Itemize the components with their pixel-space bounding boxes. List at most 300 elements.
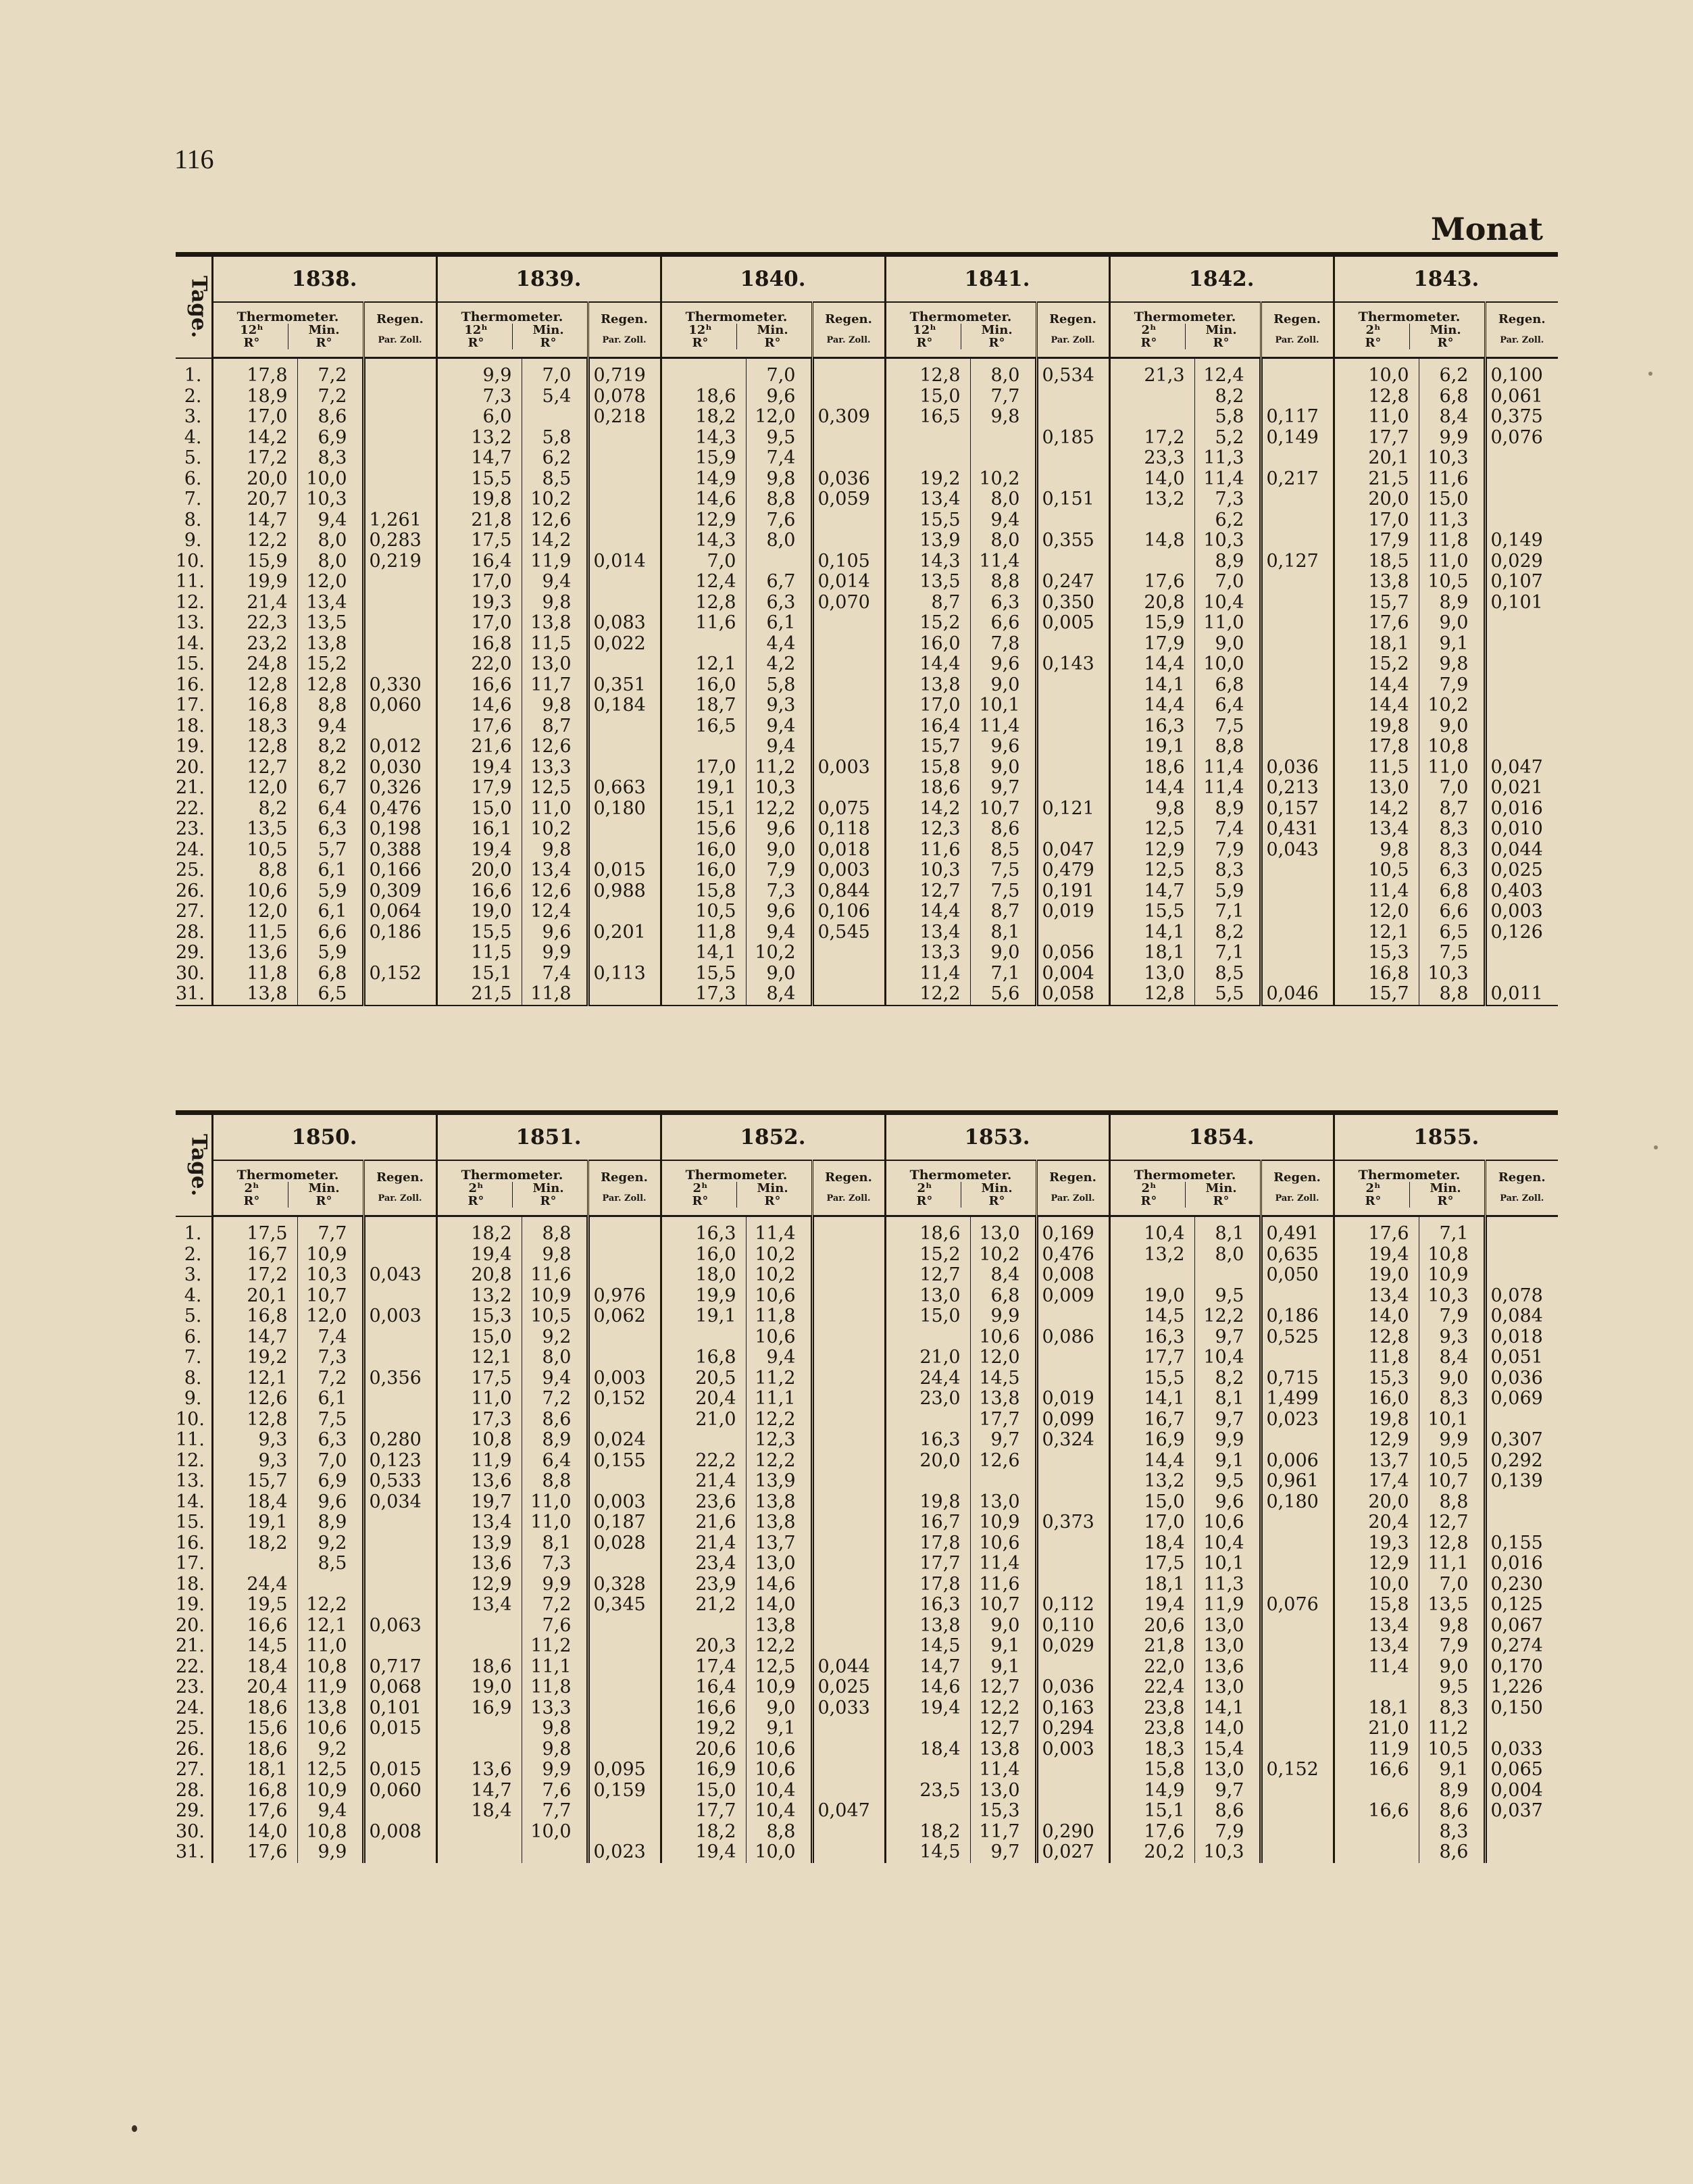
regen-cell [812, 387, 885, 407]
min-temperature-cell: 6,7 [746, 572, 812, 593]
min-temperature-cell: 10,6 [970, 1533, 1036, 1554]
min-temperature-cell: 8,3 [297, 448, 363, 469]
day-number: 9. [184, 530, 202, 551]
regen-cell [1261, 1574, 1334, 1595]
temperature-cell: 13,2 [436, 1286, 522, 1307]
regen-cell: 0,012 [363, 737, 436, 758]
temperature-cell: 14,6 [885, 1677, 970, 1698]
min-temperature-cell: 9,8 [970, 407, 1036, 428]
min-value: Min. [1205, 322, 1237, 337]
regen-cell: 0,247 [1036, 572, 1109, 593]
regen-cell [588, 572, 661, 593]
min-temperature-cell: 12,4 [1194, 358, 1261, 387]
regen-cell [1036, 778, 1109, 799]
temperature-cell: 16,4 [661, 1677, 746, 1698]
min-temperature-cell: 12,6 [970, 1451, 1036, 1472]
regen-cell: 0,719 [588, 358, 661, 387]
regen-cell [363, 1574, 436, 1595]
min-temperature-cell: 13,0 [1194, 1616, 1261, 1637]
temperature-cell: 16,3 [661, 1216, 746, 1245]
min-temperature-cell: 10,3 [1194, 1842, 1261, 1863]
temperature-cell: 16,8 [436, 634, 522, 655]
regen-unit: Par. Zoll. [1275, 335, 1319, 345]
min-temperature-cell: 9,2 [522, 1327, 588, 1348]
temperature-cell [212, 1554, 297, 1574]
regen-cell [812, 1216, 885, 1245]
regen-cell [1261, 1842, 1334, 1863]
min-label [961, 324, 1033, 349]
temperature-cell: 14,5 [885, 1842, 970, 1863]
regen-cell [1036, 675, 1109, 696]
regen-cell: 0,037 [1485, 1801, 1558, 1822]
tage-header: Tage. [176, 255, 212, 358]
min-temperature-cell: 6,7 [297, 778, 363, 799]
unit-label: R° [1140, 1193, 1157, 1208]
temperature-cell: 10,4 [1109, 1216, 1194, 1245]
min-temperature-cell: 7,5 [970, 860, 1036, 881]
temperature-cell: 17,0 [436, 613, 522, 634]
temperature-cell: 20,0 [1334, 1492, 1419, 1513]
regen-label: Regen. [1273, 312, 1321, 326]
min-value: Min. [308, 322, 340, 337]
temperature-cell: 16,8 [661, 1347, 746, 1368]
temperature-cell: 18,1 [212, 1760, 297, 1781]
min-temperature-cell: 10,4 [1194, 593, 1261, 614]
regen-cell [588, 943, 661, 964]
temperature-cell: 14,5 [212, 1636, 297, 1657]
temperature-cell: 18,9 [212, 387, 297, 407]
min-temperature-cell: 6,4 [1194, 695, 1261, 716]
min-temperature-cell: 9,1 [746, 1718, 812, 1739]
temperature-cell: 18,1 [1109, 1574, 1194, 1595]
min-temperature-cell: 8,0 [970, 489, 1036, 510]
regen-cell [363, 1389, 436, 1410]
regen-unit: Par. Zoll. [1051, 335, 1095, 345]
min-temperature-cell: 14,6 [746, 1574, 812, 1595]
min-temperature-cell: 6,6 [970, 613, 1036, 634]
thermometer-label: Thermometer. [685, 309, 788, 324]
regen-unit: Par. Zoll. [1275, 1193, 1319, 1203]
min-temperature-cell: 11,4 [970, 716, 1036, 737]
temperature-cell: 21,5 [436, 984, 522, 1006]
regen-cell [1261, 1657, 1334, 1678]
regen-cell [363, 1739, 436, 1760]
temperature-cell: 13,4 [436, 1512, 522, 1533]
regen-cell [812, 695, 885, 716]
min-temperature-cell: 10,7 [297, 1286, 363, 1307]
min-temperature-cell: 9,4 [297, 1801, 363, 1822]
min-temperature-cell: 9,7 [1194, 1781, 1261, 1802]
regen-cell [1485, 469, 1558, 490]
regen-cell [1036, 1781, 1109, 1802]
temperature-cell: 12,9 [1109, 840, 1194, 861]
regen-cell [1036, 448, 1109, 469]
min-temperature-cell: 10,0 [297, 469, 363, 490]
unit-label: R° [1213, 1193, 1230, 1208]
regen-cell: 0,025 [812, 1677, 885, 1698]
temperature-cell: 19,8 [1334, 716, 1419, 737]
min-temperature-cell: 9,0 [1419, 613, 1485, 634]
paper-spot [1648, 372, 1652, 376]
temperature-cell: 23,5 [885, 1781, 970, 1802]
thermometer-header [661, 302, 812, 358]
unit-label: R° [764, 335, 781, 350]
temperature-cell: 16,6 [436, 881, 522, 902]
day-number: 17. [176, 695, 205, 716]
regen-cell [588, 1657, 661, 1678]
temperature-cell: 15,2 [1334, 654, 1419, 675]
temperature-cell: 18,6 [1109, 758, 1194, 778]
min-temperature-cell: 15,3 [970, 1801, 1036, 1822]
min-temperature-cell: 12,0 [297, 1306, 363, 1327]
regen-cell: 0,056 [1036, 943, 1109, 964]
regen-cell [1261, 695, 1334, 716]
day-number: 10. [176, 551, 205, 572]
regen-header [1036, 302, 1109, 358]
temperature-cell [661, 634, 746, 655]
min-label [1409, 324, 1482, 349]
temperature-cell: 18,6 [436, 1657, 522, 1678]
temperature-cell: 15,0 [436, 1327, 522, 1348]
regen-cell [1261, 510, 1334, 531]
regen-label: Regen. [1049, 312, 1096, 326]
temperature-cell: 16,6 [212, 1616, 297, 1637]
regen-cell: 0,027 [1036, 1842, 1109, 1863]
min-temperature-cell: 9,2 [297, 1739, 363, 1760]
min-temperature-cell: 12,0 [297, 572, 363, 593]
min-temperature-cell: 13,5 [1419, 1595, 1485, 1616]
temperature-cell: 11,4 [885, 964, 970, 985]
regen-cell: 0,545 [812, 922, 885, 943]
regen-cell [1036, 407, 1109, 428]
regen-cell: 0,015 [588, 860, 661, 881]
regen-cell: 0,029 [1036, 1636, 1109, 1657]
hour-value: 12ʰ [688, 322, 712, 337]
regen-cell [812, 510, 885, 531]
day-number: 14. [176, 633, 205, 654]
temperature-cell: 14,4 [885, 901, 970, 922]
min-temperature-cell: 11,2 [746, 758, 812, 778]
hour-label [888, 324, 960, 349]
table-row [176, 1216, 1558, 1245]
temperature-cell: 19,2 [212, 1347, 297, 1368]
regen-cell [1036, 1492, 1109, 1513]
temperature-cell: 14,7 [436, 448, 522, 469]
regen-header [1261, 302, 1334, 358]
regen-cell [1485, 695, 1558, 716]
min-temperature-cell: 8,5 [970, 840, 1036, 861]
day-number: 8. [184, 510, 202, 530]
min-temperature-cell: 8,0 [746, 530, 812, 551]
min-temperature-cell: 13,0 [1194, 1636, 1261, 1657]
paper-spot [1654, 1145, 1658, 1149]
min-temperature-cell: 9,4 [970, 510, 1036, 531]
min-temperature-cell: 9,0 [970, 943, 1036, 964]
min-temperature-cell: 9,8 [746, 469, 812, 490]
day-number: 2. [184, 386, 202, 407]
day-number: 7. [184, 1347, 202, 1368]
table-row [176, 922, 1558, 943]
regen-cell: 0,058 [1036, 984, 1109, 1006]
min-temperature-cell: 9,4 [746, 716, 812, 737]
day-number: 11. [176, 1430, 205, 1450]
temperature-cell [885, 1410, 970, 1431]
regen-unit: Par. Zoll. [826, 1193, 871, 1203]
temperature-cell: 18,1 [1334, 1698, 1419, 1719]
temperature-cell: 13,5 [885, 572, 970, 593]
regen-cell [1261, 1636, 1334, 1657]
regen-header [812, 302, 885, 358]
temperature-cell: 16,6 [1334, 1801, 1419, 1822]
temperature-cell: 12,7 [885, 1265, 970, 1286]
temperature-cell: 12,7 [212, 758, 297, 778]
temperature-cell: 10,3 [885, 860, 970, 881]
table-row [176, 860, 1558, 881]
min-temperature-cell: 7,4 [746, 448, 812, 469]
min-temperature-cell: 10,7 [970, 799, 1036, 820]
table-row [176, 881, 1558, 902]
temperature-cell: 17,9 [436, 778, 522, 799]
min-temperature-cell: 7,2 [297, 1368, 363, 1389]
regen-cell: 0,003 [588, 1492, 661, 1513]
temperature-cell [1334, 1781, 1419, 1802]
temperature-cell: 16,6 [661, 1698, 746, 1719]
temperature-cell: 13,6 [436, 1554, 522, 1574]
regen-cell [363, 1245, 436, 1266]
regen-cell [1036, 716, 1109, 737]
regen-cell: 0,191 [1036, 881, 1109, 902]
temperature-cell: 13,9 [885, 530, 970, 551]
temperature-cell: 19,3 [1334, 1533, 1419, 1554]
regen-cell [588, 1554, 661, 1574]
temperature-cell: 9,3 [212, 1430, 297, 1451]
min-temperature-cell: 7,5 [1419, 943, 1485, 964]
min-temperature-cell: 11,2 [522, 1636, 588, 1657]
temperature-cell [1334, 1677, 1419, 1698]
temperature-cell [885, 1760, 970, 1781]
table-row [176, 1636, 1558, 1657]
min-label [736, 1182, 809, 1208]
min-temperature-cell: 12,6 [522, 510, 588, 531]
temperature-cell: 16,0 [885, 634, 970, 655]
temperature-cell: 17,2 [1109, 428, 1194, 449]
min-temperature-cell: 9,7 [970, 778, 1036, 799]
temperature-cell: 16,8 [212, 695, 297, 716]
regen-cell [1261, 1533, 1334, 1554]
regen-cell: 0,018 [1485, 1327, 1558, 1348]
temperature-cell: 16,3 [1109, 716, 1194, 737]
min-temperature-cell: 7,6 [746, 510, 812, 531]
regen-cell [588, 1636, 661, 1657]
temperature-cell: 20,0 [1334, 489, 1419, 510]
table-row [176, 901, 1558, 922]
min-temperature-cell: 12,2 [746, 799, 812, 820]
temperature-cell: 14,4 [1109, 1451, 1194, 1472]
regen-cell [1036, 695, 1109, 716]
regen-cell [1261, 1801, 1334, 1822]
regen-cell [363, 1347, 436, 1368]
temperature-cell: 16,8 [212, 1781, 297, 1802]
day-number: 23. [176, 819, 205, 839]
min-temperature-cell: 6,4 [297, 799, 363, 820]
min-temperature-cell: 8,4 [746, 984, 812, 1006]
min-temperature-cell: 10,9 [297, 1245, 363, 1266]
regen-unit: Par. Zoll. [602, 335, 647, 345]
min-temperature-cell: 14,1 [1194, 1698, 1261, 1719]
regen-cell: 0,099 [1036, 1410, 1109, 1431]
regen-cell: 0,110 [1036, 1616, 1109, 1637]
table-row [176, 448, 1558, 469]
year-label: 1850. [212, 1113, 436, 1161]
regen-cell [1036, 1306, 1109, 1327]
min-temperature-cell: 11,0 [522, 1492, 588, 1513]
temperature-cell: 12,6 [212, 1389, 297, 1410]
min-temperature-cell: 11,6 [1419, 469, 1485, 490]
temperature-cell: 17,0 [661, 758, 746, 778]
min-temperature-cell: 12,7 [970, 1677, 1036, 1698]
min-temperature-cell: 8,0 [522, 1347, 588, 1368]
min-temperature-cell: 11,7 [970, 1822, 1036, 1843]
min-temperature-cell: 10,3 [1419, 448, 1485, 469]
min-temperature-cell: 8,2 [1194, 922, 1261, 943]
min-temperature-cell: 8,5 [1194, 964, 1261, 985]
regen-cell: 0,290 [1036, 1822, 1109, 1843]
temperature-cell: 18,4 [1109, 1533, 1194, 1554]
regen-cell [363, 387, 436, 407]
regen-cell [588, 469, 661, 490]
temperature-cell [436, 1616, 522, 1637]
temperature-cell: 13,8 [885, 675, 970, 696]
table-row [176, 737, 1558, 758]
data-table [176, 252, 1558, 1006]
regen-cell: 0,047 [1036, 840, 1109, 861]
min-temperature-cell: 7,5 [297, 1410, 363, 1431]
temperature-cell: 18,4 [885, 1739, 970, 1760]
temperature-cell: 23,3 [1109, 448, 1194, 469]
regen-cell [363, 1636, 436, 1657]
regen-cell: 0,976 [588, 1286, 661, 1307]
min-temperature-cell: 7,7 [297, 1216, 363, 1245]
min-temperature-cell: 7,9 [1419, 675, 1485, 696]
temperature-cell: 14,9 [1109, 1781, 1194, 1802]
min-temperature-cell: 6,3 [297, 819, 363, 840]
temperature-cell: 12,5 [1109, 819, 1194, 840]
min-temperature-cell: 10,6 [746, 1760, 812, 1781]
regen-cell [1485, 675, 1558, 696]
regen-cell [1036, 1554, 1109, 1574]
regen-cell: 0,328 [588, 1574, 661, 1595]
temperature-cell: 22,0 [436, 654, 522, 675]
table-row [176, 840, 1558, 861]
min-temperature-cell: 7,0 [746, 358, 812, 387]
min-temperature-cell: 7,0 [522, 358, 588, 387]
min-temperature-cell: 5,8 [746, 675, 812, 696]
regen-cell: 0,166 [363, 860, 436, 881]
unit-label: R° [1365, 335, 1382, 350]
hour-value: 2ʰ [1365, 1181, 1381, 1195]
min-temperature-cell: 9,5 [1194, 1286, 1261, 1307]
unit-label: R° [468, 335, 484, 350]
temperature-cell: 12,2 [212, 530, 297, 551]
temperature-cell: 15,7 [1334, 593, 1419, 614]
hour-label [440, 324, 511, 349]
unit-label: R° [315, 335, 332, 350]
temperature-cell: 11,0 [1334, 407, 1419, 428]
temperature-cell: 15,8 [1109, 1760, 1194, 1781]
min-temperature-cell: 9,0 [746, 1698, 812, 1719]
min-temperature-cell: 8,3 [1419, 1822, 1485, 1843]
regen-cell: 0,003 [363, 1306, 436, 1327]
table-row [176, 1739, 1558, 1760]
min-temperature-cell: 7,4 [1194, 819, 1261, 840]
temperature-cell: 19,4 [1334, 1245, 1419, 1266]
regen-cell [363, 984, 436, 1006]
hour-value: 2ʰ [244, 1181, 259, 1195]
regen-cell [1261, 489, 1334, 510]
day-number: 1. [184, 1222, 202, 1244]
temperature-cell: 11,5 [1334, 758, 1419, 778]
year-label: 1841. [885, 255, 1109, 303]
unit-label: R° [692, 335, 709, 350]
temperature-cell: 20,5 [661, 1368, 746, 1389]
min-temperature-cell: 14,0 [1194, 1718, 1261, 1739]
regen-cell [588, 1471, 661, 1492]
min-temperature-cell: 10,9 [522, 1286, 588, 1307]
regen-cell: 0,014 [812, 572, 885, 593]
regen-cell: 0,015 [363, 1760, 436, 1781]
temperature-cell: 17,6 [212, 1842, 297, 1863]
min-temperature-cell: 8,5 [522, 469, 588, 490]
min-temperature-cell: 7,9 [746, 860, 812, 881]
temperature-cell: 18,6 [212, 1698, 297, 1719]
regen-cell [1036, 510, 1109, 531]
temperature-cell: 17,5 [436, 530, 522, 551]
min-temperature-cell: 6,5 [297, 984, 363, 1006]
regen-cell [1485, 1718, 1558, 1739]
min-temperature-cell: 6,2 [522, 448, 588, 469]
min-temperature-cell: 10,2 [522, 489, 588, 510]
regen-cell: 0,050 [1261, 1265, 1334, 1286]
regen-cell: 0,403 [1485, 881, 1558, 902]
min-temperature-cell: 8,3 [1419, 819, 1485, 840]
min-label [1185, 324, 1257, 349]
regen-cell [812, 1636, 885, 1657]
regen-cell [363, 1327, 436, 1348]
temperature-cell: 13,9 [436, 1533, 522, 1554]
min-temperature-cell: 9,4 [746, 922, 812, 943]
temperature-cell: 14,7 [212, 1327, 297, 1348]
temperature-cell: 14,5 [885, 1636, 970, 1657]
temperature-cell [661, 358, 746, 387]
temperature-cell: 17,8 [885, 1574, 970, 1595]
regen-cell [1485, 1842, 1558, 1863]
regen-cell: 0,014 [588, 551, 661, 572]
temperature-cell: 18,4 [212, 1492, 297, 1513]
table-row [176, 1492, 1558, 1513]
table-row [176, 387, 1558, 407]
min-temperature-cell: 10,7 [1419, 1471, 1485, 1492]
regen-cell [1261, 1616, 1334, 1637]
regen-cell [1261, 881, 1334, 902]
temperature-cell: 12,7 [885, 881, 970, 902]
temperature-cell: 17,0 [885, 695, 970, 716]
min-temperature-cell: 10,6 [297, 1718, 363, 1739]
temperature-cell: 17,0 [212, 407, 297, 428]
temperature-cell: 12,0 [212, 778, 297, 799]
regen-cell: 0,043 [1261, 840, 1334, 861]
min-temperature-cell: 15,0 [1419, 489, 1485, 510]
min-temperature-cell: 8,2 [1194, 387, 1261, 407]
